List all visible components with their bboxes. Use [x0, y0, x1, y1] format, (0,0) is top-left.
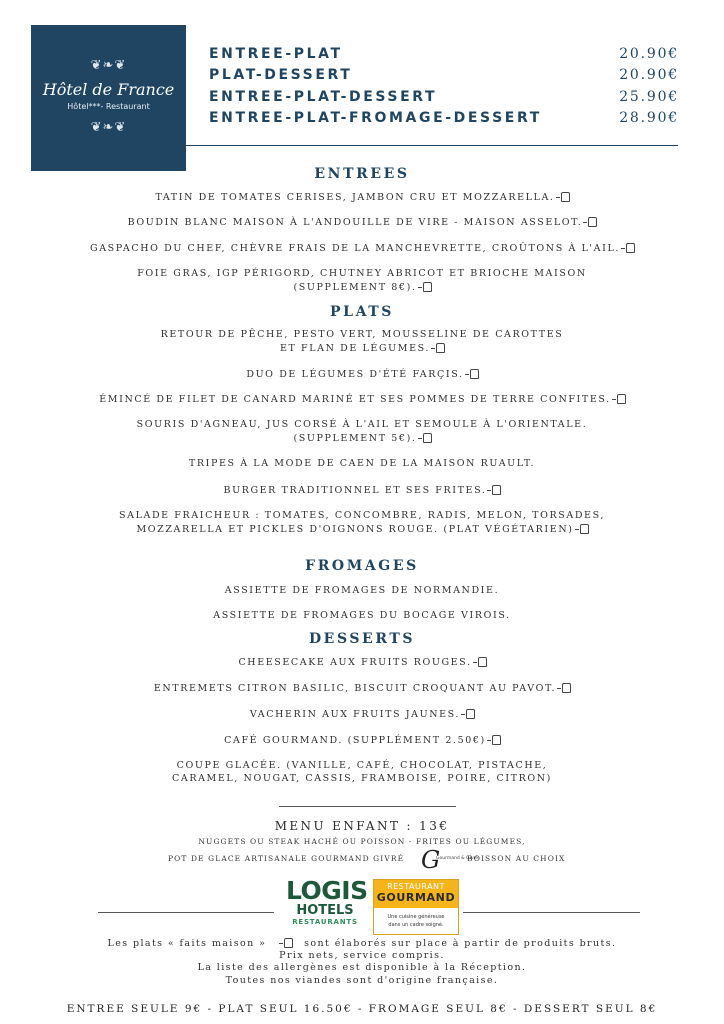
a-la-carte-prices: ENTREE SEULE 9€ - PLAT SEUL 16.50€ - FROMAGE SEUL 8€ - DESSERT SEUL 8€ — [66, 1003, 658, 1015]
dish-item: FOIE GRAS, IGP PÉRIGORD, CHUTNEY ABRICOT ET BRIOCHE MAISON — [137, 268, 587, 279]
formula-price: 25.90€ — [619, 88, 679, 105]
dish-item: RETOUR DE PÊCHE, PESTO VERT, MOUSSELINE DE CAROTTES — [160, 329, 564, 340]
homemade-icon — [418, 281, 431, 291]
formula-name: ENTREE-PLAT — [209, 45, 343, 62]
dish-item: CHEESECAKE AUX FRUITS ROUGES. — [0, 656, 724, 669]
dish-item: MOZZARELLA ET PICKLES D'OIGNONS ROUGE. (PLAT VÉGÉTARIEN) — [0, 523, 724, 536]
dish-item: (SUPPLEMENT 8€). — [0, 281, 724, 294]
dish-item: (SUPPLEMENT 5€). — [0, 432, 724, 445]
formula-list — [209, 43, 679, 129]
homemade-icon — [556, 191, 569, 201]
dish-item: BURGER TRADITIONNEL ET SES FRITES. — [0, 484, 724, 497]
formula-name: ENTREE-PLAT-DESSERT — [209, 88, 438, 105]
restaurant-gourmand-tagline: Une cuisine généreuse — [387, 914, 445, 920]
logis-restaurants: RESTAURANTS — [292, 918, 358, 926]
kids-menu-divider — [279, 806, 456, 807]
dish-item: SOURIS D'AGNEAU, JUS CORSÉ À L'AIL ET SEMOULE À L'ORIENTALE. — [136, 419, 588, 430]
homemade-note: Les plats « faits maison » sont élaborés sur place à partir de produits bruts. — [107, 938, 617, 949]
logis-hotels: HOTELS — [296, 903, 354, 918]
homemade-icon — [621, 242, 634, 252]
restaurant-gourmand-tagline: dans un cadre soigné. — [388, 922, 444, 928]
hotel-brand-subtitle: Hôtel***- Restaurant — [67, 102, 150, 111]
kids-menu-line: BOISSON AU CHOIX — [467, 854, 566, 863]
homemade-icon — [465, 368, 478, 378]
gourmand-givre-logo — [418, 843, 479, 874]
dish-item: VACHERIN AUX FRUITS JAUNES. — [0, 708, 724, 721]
dish-item: ASSIETTE DE FROMAGES DE NORMANDIE. — [224, 585, 500, 596]
restaurant-gourmand-line2: GOURMAND — [376, 891, 456, 904]
dish-item: CAFÉ GOURMAND. (SUPPLÉMENT 2.50€) — [0, 734, 724, 747]
allergens-note: La liste des allergènes est disponible à la Réception. — [197, 962, 527, 973]
formula-row — [209, 65, 679, 87]
section-title-entrees: ENTREES — [314, 166, 410, 182]
formula-row — [209, 86, 679, 108]
dish-item: DUO DE LÉGUMES D'ÉTÉ FARÇIS. — [0, 368, 724, 381]
section-title-fromages: FROMAGES — [305, 558, 419, 574]
gourmand-givre-text: Gourmand & Givré — [436, 856, 479, 861]
dish-item: COUPE GLACÉE. (VANILLE, CAFÉ, CHOCOLAT, PISTACHE, — [176, 760, 548, 771]
dish-item: ÉMINCÉ DE FILET DE CANARD MARINÉ ET SES POMMES DE TERRE CONFITES. — [0, 393, 724, 406]
homemade-icon — [279, 937, 292, 947]
formula-price: 20.90€ — [619, 67, 679, 84]
homemade-icon — [612, 393, 625, 403]
origin-note: Toutes nos viandes sont d'origine française. — [225, 975, 499, 986]
homemade-icon — [575, 523, 588, 533]
kids-menu-line: NUGGETS OU STEAK HACHÉ OU POISSON - FRITES OU LÉGUMES, — [198, 837, 526, 846]
formula-price: 20.90€ — [619, 45, 679, 62]
restaurant-gourmand-label — [373, 879, 459, 935]
section-title-plats: PLATS — [330, 304, 394, 320]
homemade-icon — [461, 708, 474, 718]
logis-wordmark: LOGIS — [286, 876, 368, 905]
homemade-icon — [473, 656, 486, 666]
homemade-icon — [583, 216, 596, 226]
dish-item: CARAMEL, NOUGAT, CASSIS, FRAMBOISE, POIRE, CITRON) — [171, 773, 552, 784]
kids-menu-title: MENU ENFANT : 13€ — [274, 819, 450, 833]
restaurant-gourmand-line1: RESTAURANT — [387, 882, 445, 891]
formula-price: 28.90€ — [619, 110, 679, 127]
hotel-brand-name: Hôtel de France — [42, 80, 175, 99]
formula-row — [209, 43, 679, 65]
dish-item: ET FLAN DE LÉGUMES. — [0, 342, 724, 355]
formula-name: ENTREE-PLAT-FROMAGE-DESSERT — [209, 110, 542, 127]
formula-name: PLAT-DESSERT — [209, 67, 353, 84]
homemade-icon — [487, 734, 500, 744]
footer-divider-left — [98, 912, 274, 913]
dish-item: ENTREMETS CITRON BASILIC, BISCUIT CROQUANT AU PAVOT. — [0, 682, 724, 695]
dish-item: ASSIETTE DE FROMAGES DU BOCAGE VIROIS. — [213, 610, 511, 621]
gourmand-givre-letter: G — [421, 846, 441, 874]
formula-row — [209, 108, 679, 130]
homemade-icon — [487, 484, 500, 494]
laurel-top-icon: ❦❧❦ — [90, 58, 127, 73]
laurel-bottom-icon: ❦❧❦ — [90, 120, 127, 135]
header-divider — [186, 145, 678, 146]
dish-item: TATIN DE TOMATES CERISES, JAMBON CRU ET MOZZARELLA. — [0, 191, 724, 204]
dish-item: TRIPES À LA MODE DE CAEN DE LA MAISON RUAULT. — [188, 458, 536, 469]
footer-divider-right — [463, 912, 640, 913]
homemade-icon — [431, 342, 444, 352]
dish-item: BOUDIN BLANC MAISON À L'ANDOUILLE DE VIRE - MAISON ASSELOT. — [0, 216, 724, 229]
dish-item: GASPACHO DU CHEF, CHÈVRE FRAIS DE LA MANCHEVRETTE, CROÛTONS À L'AIL. — [0, 242, 724, 255]
logis-logo — [286, 876, 368, 934]
section-title-desserts: DESSERTS — [308, 631, 416, 647]
hotel-logo — [31, 25, 186, 171]
kids-menu-line: POT DE GLACE ARTISANALE GOURMAND GIVRÉ — [168, 854, 405, 863]
homemade-icon — [557, 682, 570, 692]
prices-note: Prix nets, service compris. — [279, 950, 445, 961]
dish-item: SALADE FRAICHEUR : TOMATES, CONCOMBRE, RADIS, MELON, TORSADES, — [119, 510, 605, 521]
homemade-icon — [418, 432, 431, 442]
